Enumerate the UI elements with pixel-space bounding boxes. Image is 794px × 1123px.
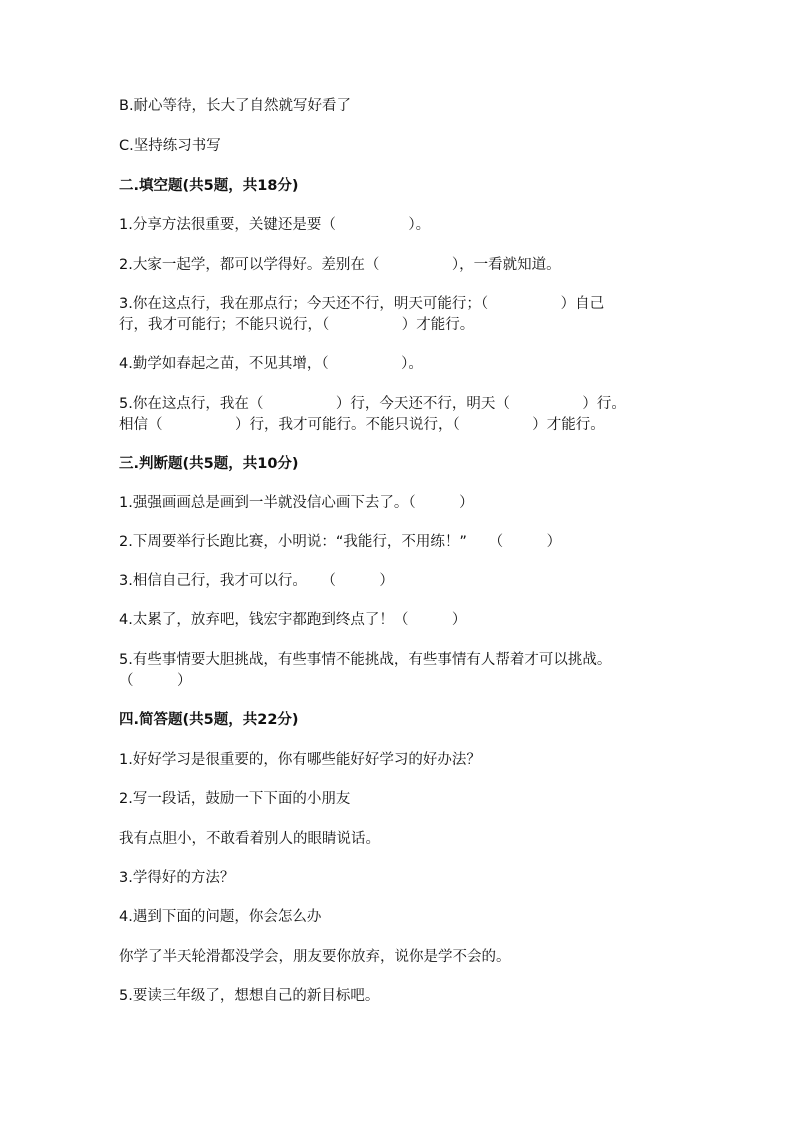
true-false-question-5-line-1: 5.有些事情要大胆挑战，有些事情不能挑战，有些事情有人帮着才可以挑战。: [119, 652, 612, 668]
option-b: B.耐心等待，长大了自然就写好看了: [119, 98, 352, 114]
fill-blank-question-5-line-1: 5.你在这点行，我在（ ）行，今天还不行，明天（ ）行。: [119, 396, 626, 412]
fill-blank-question-2: 2.大家一起学，都可以学得好。差别在（ ），一看就知道。: [119, 257, 561, 273]
short-answer-question-4: 4.遇到下面的问题，你会怎么办: [119, 909, 322, 925]
short-answer-question-2: 2.写一段话，鼓励一下下面的小朋友: [119, 791, 351, 807]
section-short-answer-heading: 四.简答题(共5题，共22分): [119, 712, 299, 728]
section-true-false-heading: 三.判断题(共5题，共10分): [119, 456, 299, 472]
true-false-question-3: 3.相信自己行，我才可以行。 （ ）: [119, 573, 394, 589]
fill-blank-question-4: 4.勤学如春起之苗，不见其增，（ ）。: [119, 356, 423, 372]
fill-blank-question-1: 1.分享方法很重要，关键还是要（ ）。: [119, 217, 431, 233]
short-answer-question-3: 3.学得好的方法？: [119, 870, 235, 886]
fill-blank-question-3-line-1: 3.你在这点行，我在那点行；今天还不行，明天可能行；（ ）自己: [119, 296, 605, 312]
short-answer-question-1: 1.好好学习是很重要的，你有哪些能好好学习的好办法？: [119, 752, 481, 768]
true-false-question-5-line-2: （ ）: [119, 673, 192, 689]
true-false-question-4: 4.太累了，放弃吧，钱宏宇都跑到终点了！（ ）: [119, 612, 467, 628]
true-false-question-2: 2.下周要举行长跑比赛，小明说：“我能行，不用练！” （ ）: [119, 534, 562, 550]
option-c: C.坚持练习书写: [119, 138, 221, 154]
short-answer-question-4-detail: 你学了半天轮滑都没学会，朋友要你放弃，说你是学不会的。: [119, 949, 511, 965]
true-false-question-1: 1.强强画画总是画到一半就没信心画下去了。（ ）: [119, 495, 474, 511]
fill-blank-question-3-line-2: 行，我才可能行；不能只说行，（ ）才能行。: [119, 317, 475, 333]
short-answer-question-5: 5.要读三年级了，想想自己的新目标吧。: [119, 988, 380, 1004]
short-answer-question-2-detail: 我有点胆小，不敢看着别人的眼睛说话。: [119, 831, 380, 847]
section-fill-blank-heading: 二.填空题(共5题，共18分): [119, 178, 299, 194]
fill-blank-question-5-line-2: 相信（ ）行，我才可能行。不能只说行，（ ）才能行。: [119, 417, 605, 433]
